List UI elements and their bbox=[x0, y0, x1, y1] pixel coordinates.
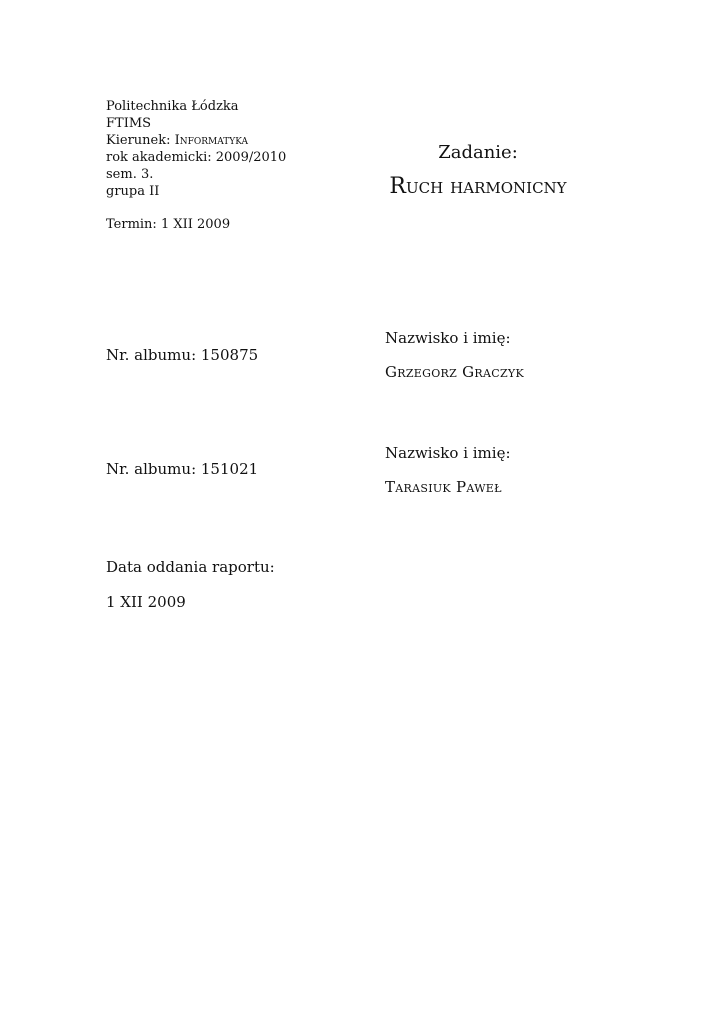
major-label: Kierunek: bbox=[106, 133, 171, 148]
task-label: Zadanie: bbox=[438, 142, 518, 163]
name-label-1: Nazwisko i imię: bbox=[385, 329, 511, 347]
university-name: Politechnika Łódzka bbox=[106, 99, 239, 114]
faculty-name: FTIMS bbox=[106, 116, 152, 131]
task-block bbox=[383, 140, 573, 202]
academic-year: rok akademicki: 2009/2010 bbox=[106, 150, 287, 165]
major-line bbox=[106, 132, 286, 149]
course-info bbox=[106, 98, 286, 200]
report-label: Data oddania raportu: bbox=[106, 558, 275, 576]
album-number-1: Nr. albumu: 150875 bbox=[106, 346, 259, 364]
semester: sem. 3. bbox=[106, 167, 154, 182]
group: grupa II bbox=[106, 184, 160, 199]
album-number-2: Nr. albumu: 151021 bbox=[106, 460, 259, 478]
name-label-2: Nazwisko i imię: bbox=[385, 444, 511, 462]
student-name-2: Tarasiuk Paweł bbox=[385, 478, 502, 496]
report-date: 1 XII 2009 bbox=[106, 593, 186, 611]
student-name-1: Grzegorz Graczyk bbox=[385, 363, 524, 381]
term-date: Termin: 1 XII 2009 bbox=[106, 217, 231, 232]
major-value: Informatyka bbox=[174, 133, 249, 148]
task-title: Ruch harmonicny bbox=[389, 174, 567, 199]
